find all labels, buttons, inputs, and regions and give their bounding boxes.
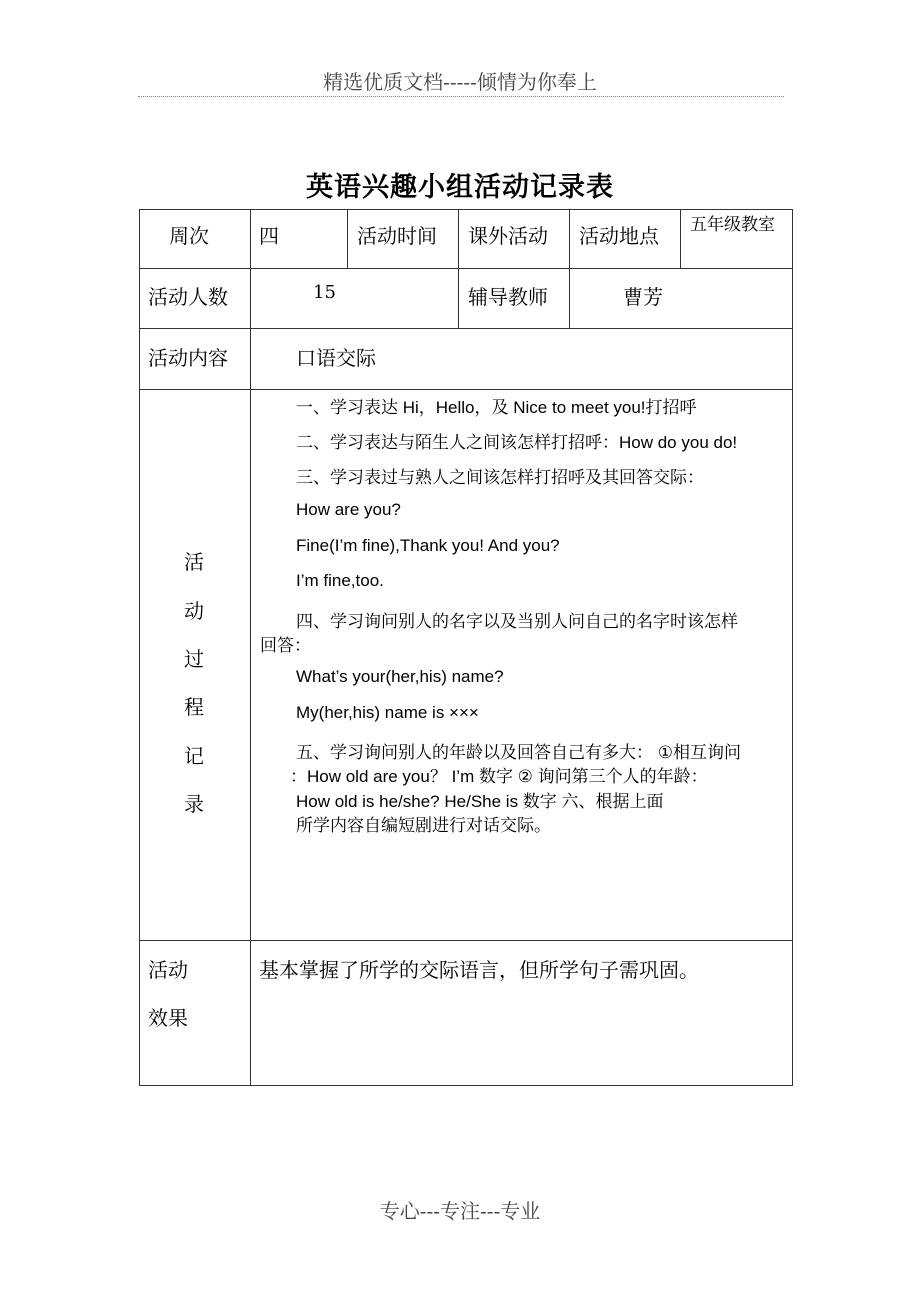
process-line: 一、学习表达 Hi，Hello，及 Nice to meet you!打招呼 [296,398,697,417]
table-border-left [139,209,140,1086]
table-col-divider [250,209,251,1086]
process-line: 三、学习表过与熟人之间该怎样打招呼及其回答交际： [296,468,704,487]
table-col-divider [680,209,681,269]
teacher-value: 曹芳 [623,285,663,309]
process-line: What’s your(her,his) name? [296,667,504,686]
header-divider [138,96,784,97]
page-footer: 专心---专注---专业 [379,1199,541,1223]
process-label-char: 动 [184,599,204,623]
process-line: Fine(I’m fine),Thank you! And you? [296,536,560,555]
process-label-char: 过 [184,647,204,671]
process-line: 所学内容自编短剧进行对话交际。 [296,816,551,835]
week-label: 周次 [169,224,209,248]
table-border-right [792,209,793,1086]
content-label: 活动内容 [148,346,228,370]
table-col-divider [569,209,570,329]
process-label-char: 记 [184,744,204,768]
effect-label-line1: 活动 [148,958,188,982]
process-line: ：How old are you？ I’m 数字 ② 询问第三个人的年龄： [290,767,708,786]
process-line: 四、学习询问别人的名字以及当别人问自己的名字时该怎样 [296,612,738,631]
table-row-divider [139,328,793,329]
effect-value: 基本掌握了所学的交际语言，但所学句子需巩固。 [259,958,699,982]
table-border-bottom [139,1085,793,1086]
process-line: 二、学习表达与陌生人之间该怎样打招呼：How do you do! [296,433,738,452]
content-value: 口语交际 [296,346,376,370]
process-line: 回答： [260,636,311,655]
activity-place-value: 五年级教室 [690,215,775,235]
teacher-label: 辅导教师 [468,285,548,309]
process-line: My(her,his) name is ××× [296,703,479,722]
participant-count-label: 活动人数 [148,285,228,309]
table-col-divider [458,209,459,329]
process-line: I’m fine,too. [296,571,384,590]
week-value: 四 [259,224,279,248]
activity-time-label: 活动时间 [357,224,437,248]
process-label-char: 录 [184,792,204,816]
process-label-char: 程 [184,695,204,719]
table-row-divider [139,940,793,941]
document-title: 英语兴趣小组活动记录表 [306,172,614,203]
participant-count-value: 15 [313,282,336,303]
activity-time-value: 课外活动 [468,224,548,248]
table-row-divider [139,268,793,269]
table-row-divider [139,389,793,390]
process-line: 五、学习询问别人的年龄以及回答自己有多大： ①相互询问 [296,743,741,762]
page-header: 精选优质文档-----倾情为你奉上 [323,70,597,94]
process-line: How are you? [296,500,401,519]
effect-label-line2: 效果 [148,1006,188,1030]
table-col-divider [347,209,348,269]
process-label-char: 活 [184,550,204,574]
activity-place-label: 活动地点 [579,224,659,248]
process-line: How old is he/she? He/She is 数字 六、根据上面 [296,792,664,811]
